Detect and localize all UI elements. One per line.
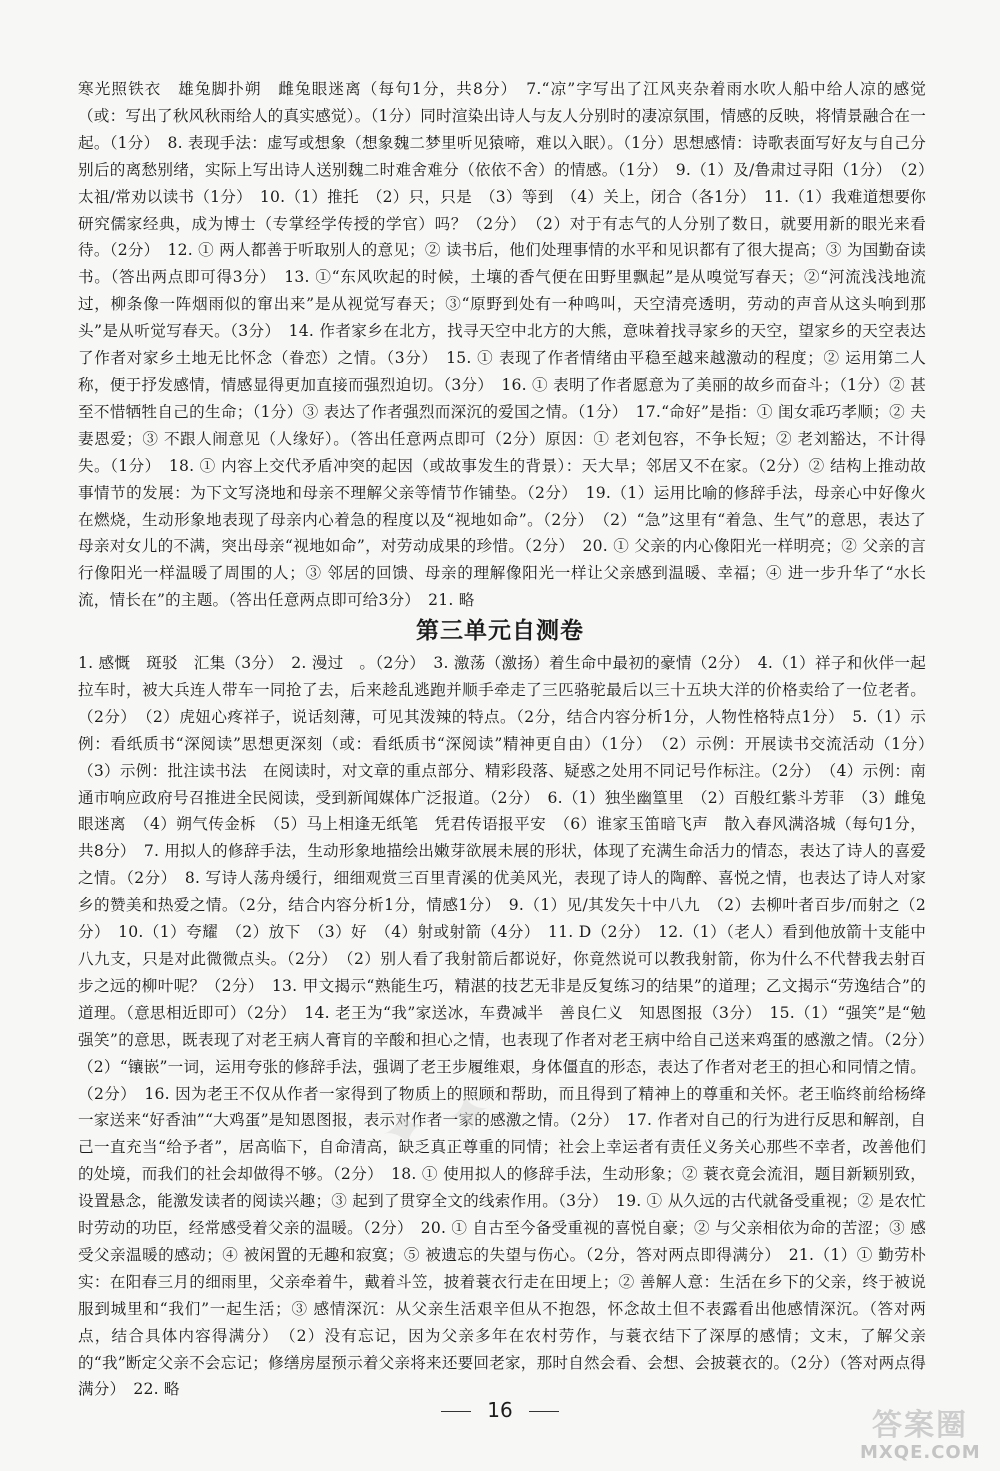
faint-stamp-mark: ✦ ✦ [373,1077,500,1168]
page-number: 16 [487,1398,513,1422]
answer-text-part-two: 1. 感慨 斑驳 汇集（3分） 2. 漫过 。（2分） 3. 激荡（激扬）着生命中最初的豪情（2分） 4.（1）祥子和伙伴一起拉车时，被大兵连人带车一同抢了去，后来趁乱逃跑并顺手牵走了三匹骆驼最后以三十五块大洋的价格卖给了一位老者。（2分） （2）虎妞心疼祥子，说话刻薄，可见其泼辣的特点。（2分，结合内容分析1分，人物性格特点1分） 5.（1）示例：看纸质书“深阅读”思想更深刻（或：看纸质书“深阅读”精神更自由）（1分） （2）示例：开展读书交流活动（1分） （3）示例：批注读书法 在阅读时，对文章的重点部分、精彩段落、疑惑之处用不同记号作标注。（2分） （4）示例：南通市响应政府号召推进全民阅读，受到新闻媒体广泛报道。（2分） 6.（1）独坐幽篁里 （2）百般红紫斗芳菲 （3）雌兔眼迷离 （4）朔气传金柝 （5）马上相逢无纸笔 凭君传语报平安 （6）谁家玉笛暗飞声 散入春风满洛城（每句1分，共8分） 7. 用拟人的修辞手法，生动形象地描绘出嫩芽欲展未展的形状，体现了充满生命活力的情态，表达了诗人的喜爱之情。（2分） 8. 写诗人荡舟缓行，细细观赏三百里青溪的优美风光，表现了诗人的陶醉、喜悦之情，也表达了诗人对家乡的赞美和热爱之情。（2分，结合内容分析1分，情感1分） 9.（1）见/其发矢十中八九 （2）去柳叶者百步/而射之（2分） 10.（1）夸耀 （2）放下 （3）好 （4）射或射箭（4分） 11. D（2分） 12.（1）（老人）看到他放箭十支能中八九支，只是对此微微点头。（2分） （2）别人看了我射箭后都说好，你竟然说可以教我射箭，你为什么不代替我去射百步之远的柳叶呢？（2分） 13. 甲文揭示“熟能生巧，精湛的技艺无非是反复练习的结果”的道理；乙文揭示“劳逸结合”的道理。（意思相近即可）（2分） 14. 老王为“我”家送冰，车费减半 善良仁义 知恩图报（3分） 15.（1）“强笑”是“勉强笑”的意思，既表现了对老王病人膏肓的辛酸和担心之情，也表现了作者对老王病中给自己送来鸡蛋的感激之情。（2分） （2）“镶嵌”一词，运用夸张的修辞手法，强调了老王步履维艰，身体僵直的形态，表达了作者对老王的担心和同情之情。（2分） 16. 因为老王不仅从作者一家得到了物质上的照顾和帮助，而且得到了精神上的尊重和关怀。老王临终前给杨绛一家送来“好香油”“大鸡蛋”是知恩图报，表示对作者一家的感激之情。（2分） 17. 作者对自己的行为进行反思和解剖，自己一直充当“给予者”，居高临下，自命清高，缺乏真正尊重的同情；社会上幸运者有责任义务关心那些不幸者，改善他们的处境，而我们的社会却做得不够。（2分） 18. ① 使用拟人的修辞手法，生动形象；② 蓑衣竟会流泪，题目新颖别致，设置悬念，能激发读者的阅读兴趣；③ 起到了贯穿全文的线索作用。（3分） 19. ① 从久远的古代就备受重视；② 是农忙时劳动的功臣，经常感受着父亲的温暖。（2分） 20. ① 自古至今备受重视的喜悦自豪；② 与父亲相依为命的苦涩；③ 感受父亲温暖的感动；④ 被闲置的无趣和寂寞；⑤ 被遗忘的失望与伤心。（2分，答对两点即得满分） 21.（1）① 勤劳朴实：在阳春三月的细雨里，父亲牵着牛，戴着斗笠，披着蓑衣行走在田埂上；② 善解人意：生活在乡下的父亲，终于被说服到城里和“我们”一起生活；③ 感情深沉：从父亲生活艰辛但从不抱怨，怀念故土但不表露看出他感情深沉。（答对两点，结合具体内容得满分） （2）没有忘记，因为父亲多年在农村劳作，与蓑衣结下了深厚的感情；文末，了解父亲的“我”断定父亲不会忘记；修缮房屋预示着父亲将来还要回老家，那时自然会看、会想、会披蓑衣的。（2分）（答对两点得满分） 22. 略 [78,654,942,1399]
footer-dash-left [441,1411,471,1412]
section-title: 第三单元自测卷 [416,618,584,644]
answer-text-part-one: 寒光照铁衣 雄兔脚扑朔 雌兔眼迷离（每句1分，共8分） 7.“凉”字写出了江风夹杂着雨水吹人船中给人凉的感觉（或：写出了秋风秋雨给人的真实感觉）。（1分）同时渲染出诗人与友人分别时的凄凉氛围，情感的反映，将情景融合在一起。（1分） 8. 表现手法：虚写或想象（想象魏二梦里听见猿啼，难以入眠）。（1分）思想感情：诗歌表面写好友与自己分别后的离愁别绪，实际上写出诗人送别魏二时难舍难分（依依不舍）的情感。（1分） 9.（1）及/鲁肃过寻阳（1分） （2）太祖/常劝以读书（1分） 10.（1）推托 （2）只，只是 （3）等到 （4）关上，闭合（各1分） 11.（1）我难道想要你研究儒家经典，成为博士（专掌经学传授的学官）吗？（2分） （2）对于有志气的人分别了数日，就要用新的眼光来看待。（2分） 12. ① 两人都善于听取别人的意见；② 读书后，他们处理事情的水平和见识都有了很大提高；③ 为国勤奋读书。（答出两点即可得3分） 13. ①“东风吹起的时候，土壤的香气便在田野里飘起”是从嗅觉写春天；②“河流浅浅地流过，柳条像一阵烟雨似的窜出来”是从视觉写春天；③“原野到处有一种鸣叫，天空清亮透明，劳动的声音从这头响到那头”是从听觉写春天。（3分） 14. 作者家乡在北方，找寻天空中北方的大熊，意味着找寻家乡的天空，望家乡的天空表达了作者对家乡土地无比怀念（眷恋）之情。（3分） 15. ① 表现了作者情绪由平稳至越来越激动的程度；② 运用第二人称，便于抒发感情，情感显得更加直接而强烈迫切。（3分） 16. ① 表明了作者愿意为了美丽的故乡而奋斗；（1分）② 甚至不惜牺牲自己的生命；（1分）③ 表达了作者强烈而深沉的爱国之情。（1分） 17.“命好”是指：① 闺女乖巧孝顺；② 夫妻恩爱；③ 不跟人闹意见（人缘好）。（答出任意两点即可（2分）原因：① 老刘包容，不争长短；② 老刘豁达，不计得失。（1分） 18. ① 内容上交代矛盾冲突的起因（或故事发生的背景）：天大旱；邻居又不在家。（2分）② 结构上推动故事情节的发展：为下文写浇地和母亲不理解父亲等情节作铺垫。（2分） 19.（1）运用比喻的修辞手法，母亲心中好像火在燃烧，生动形象地表现了母亲内心着急的程度以及“视地如命”。（2分） （2）“急”这里有“着急、生气”的意思，表达了母亲对女儿的不满，突出母亲“视地如命”，对劳动成果的珍惜。（2分） 20. ① 父亲的内心像阳光一样明亮；② 父亲的言行像阳光一样温暖了周围的人；③ 邻居的回馈、母亲的理解像阳光一样让父亲感到温暖、幸福；④ 进一步升华了“水长流，情长在”的主题。（答出任意两点即可给3分） 21. 略 [78,80,926,610]
watermark-logo [845,1400,995,1444]
watermark-url: MXQE.COM [860,1442,981,1463]
footer-dash-right [529,1411,559,1412]
watermark-logo-text: 答案圈 [872,1408,968,1443]
